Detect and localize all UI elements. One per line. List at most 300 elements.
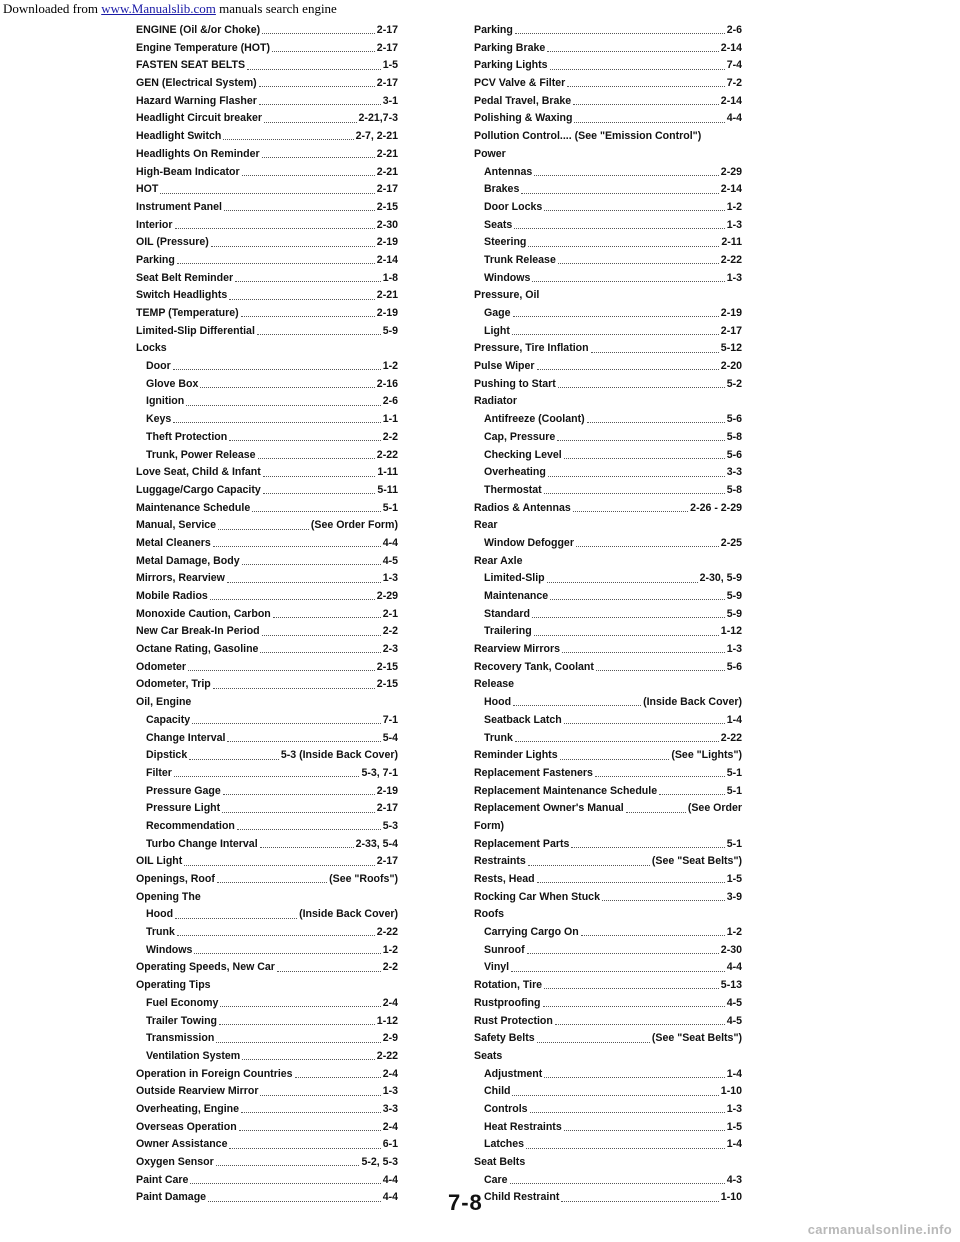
- index-entry: [474, 323, 742, 341]
- index-entry: [474, 393, 742, 411]
- manualslib-link[interactable]: www.Manualslib.com: [101, 1, 216, 16]
- dot-leader: [515, 741, 719, 742]
- dot-leader: [510, 1183, 725, 1184]
- dot-leader: [173, 369, 381, 370]
- index-column-left: [136, 22, 398, 1207]
- index-term: ENGINE (Oil &/or Choke): [136, 24, 261, 36]
- index-term: Rear Axle: [474, 554, 523, 567]
- dot-leader: [659, 794, 725, 795]
- index-entry: [474, 853, 742, 871]
- index-page-ref: 4-4: [382, 536, 398, 549]
- index-page-ref: 2-29: [376, 590, 398, 602]
- index-term: Oxygen Sensor: [136, 1156, 214, 1168]
- index-term: GEN (Electrical System): [136, 77, 257, 90]
- index-page-ref: 2-7, 2-21: [355, 130, 398, 143]
- index-page-ref: 4-3: [726, 1173, 742, 1186]
- index-term: Heat Restraints: [484, 1120, 562, 1133]
- index-entry: [136, 252, 398, 270]
- index-page-ref: 2-22: [376, 926, 398, 939]
- index-term: Standard: [484, 607, 530, 620]
- index-page-ref: 2-6: [726, 24, 742, 36]
- index-entry: [136, 712, 398, 730]
- index-entry: [136, 22, 398, 40]
- index-term: Engine Temperature (HOT): [136, 41, 271, 54]
- index-entry: [136, 1030, 398, 1048]
- index-term: Care: [484, 1173, 508, 1186]
- dot-leader: [564, 723, 725, 724]
- index-entry: [474, 234, 742, 252]
- index-entry: [474, 906, 742, 924]
- index-term: Theft Protection: [146, 430, 228, 443]
- index-page-ref: 1-3: [726, 271, 742, 284]
- index-page-ref: 1-4: [726, 1138, 742, 1151]
- index-term: Headlights On Reminder: [136, 147, 260, 160]
- dot-leader: [562, 652, 725, 653]
- index-term: Capacity: [146, 713, 191, 726]
- dot-leader: [223, 794, 375, 795]
- index-term: Parking Brake: [474, 41, 546, 54]
- index-entry: [474, 1136, 742, 1154]
- index-entry: [136, 57, 398, 75]
- index-term: Mobile Radios: [136, 590, 208, 602]
- index-entry: [136, 1048, 398, 1066]
- dot-leader: [213, 546, 381, 547]
- index-page-ref: 2-1: [382, 607, 398, 620]
- index-page-ref: 2-17: [376, 77, 398, 90]
- watermark: carmanualsonline.info: [807, 1222, 952, 1237]
- dot-leader: [602, 900, 725, 901]
- index-term: FASTEN SEAT BELTS: [136, 59, 246, 72]
- index-page-ref: 2-14: [376, 253, 398, 266]
- index-term: Replacement Fasteners: [474, 766, 593, 779]
- index-page-ref: 2-4: [382, 996, 398, 1009]
- index-term: Rustproofing: [474, 996, 541, 1009]
- index-term: Operating Tips: [136, 979, 211, 992]
- dot-leader: [257, 334, 381, 335]
- dot-leader: [213, 688, 375, 689]
- index-page-ref: 1-3: [726, 1102, 742, 1115]
- index-entry: [474, 1083, 742, 1101]
- dot-leader: [222, 812, 375, 813]
- index-entry: [474, 730, 742, 748]
- index-entry: [474, 146, 742, 164]
- dot-leader: [537, 1042, 650, 1043]
- index-page-ref: 2-16: [376, 377, 398, 390]
- index-term: Keys: [146, 413, 172, 426]
- index-term: Pulse Wiper: [474, 360, 535, 373]
- index-entry: [474, 482, 742, 500]
- dot-leader: [160, 193, 374, 194]
- index-page-ref: 2-20: [720, 360, 742, 373]
- index-term: Love Seat, Child & Infant: [136, 466, 261, 479]
- index-page-ref: 3-9: [726, 890, 742, 903]
- index-page-ref: 2-15: [376, 660, 398, 673]
- dot-leader: [241, 1112, 381, 1113]
- index-entry: [136, 517, 398, 535]
- dot-leader: [186, 405, 380, 406]
- index-entry: [136, 694, 398, 712]
- index-entry: [136, 977, 398, 995]
- index-entry: [136, 93, 398, 111]
- index-page-ref: (See "Seat Belts"): [651, 1032, 742, 1045]
- index-entry: [474, 641, 742, 659]
- index-entry: [136, 1013, 398, 1031]
- index-entry: [474, 447, 742, 465]
- index-page-ref: 4-5: [726, 1014, 742, 1027]
- dot-leader: [219, 1024, 375, 1025]
- index-page-ref: 1-5: [726, 873, 742, 885]
- index-page-ref: 1-10: [720, 1191, 742, 1204]
- index-page-ref: 2-17: [376, 802, 398, 815]
- index-page-ref: 5-13: [720, 979, 742, 992]
- dot-leader: [512, 334, 719, 335]
- dot-leader: [558, 263, 719, 264]
- index-page-ref: 3-1: [382, 94, 398, 107]
- dot-leader: [526, 1148, 725, 1149]
- dot-leader: [229, 1148, 380, 1149]
- index-term: Windows: [484, 271, 531, 284]
- dot-leader: [173, 422, 380, 423]
- index-entry: [474, 588, 742, 606]
- index-entry: [474, 535, 742, 553]
- index-page-ref: 2-19: [376, 784, 398, 797]
- index-page-ref: 7-1: [382, 713, 398, 726]
- dot-leader: [543, 1006, 725, 1007]
- index-entry: [136, 110, 398, 128]
- dot-leader: [190, 1183, 380, 1184]
- index-term: Trunk: [484, 731, 513, 744]
- index-term: Rear: [474, 519, 498, 532]
- index-term: Rests, Head: [474, 873, 535, 885]
- index-entry: [136, 676, 398, 694]
- index-entry: [474, 1154, 742, 1172]
- index-entry: [136, 217, 398, 235]
- index-page-ref: 2-22: [376, 1049, 398, 1062]
- index-page-ref: (See "Roofs"): [329, 873, 398, 885]
- index-page-ref: 2-17: [720, 324, 742, 337]
- index-term: Carrying Cargo On: [484, 926, 579, 939]
- index-term: PCV Valve & Filter: [474, 77, 566, 90]
- index-term: Mirrors, Rearview: [136, 572, 225, 585]
- index-page-ref: 5-2, 5-3: [361, 1156, 398, 1168]
- dot-leader: [262, 635, 381, 636]
- index-entry: [136, 871, 398, 889]
- index-page-ref: 2-19: [376, 236, 398, 249]
- index-page-ref: 2-15: [376, 678, 398, 691]
- index-entry: [474, 995, 742, 1013]
- dot-leader: [534, 635, 719, 636]
- index-term: Pressure, Oil: [474, 289, 540, 302]
- dot-leader: [521, 193, 718, 194]
- index-term: Odometer: [136, 660, 187, 673]
- index-entry: [474, 217, 742, 235]
- index-term: TEMP (Temperature): [136, 307, 239, 319]
- index-page-ref: 1-1: [382, 413, 398, 426]
- index-term: Power: [474, 147, 506, 160]
- index-entry: [474, 871, 742, 889]
- index-term: Roofs: [474, 908, 505, 921]
- index-entry: [474, 287, 742, 305]
- index-entry: [136, 1136, 398, 1154]
- index-entry: [136, 995, 398, 1013]
- index-entry: [474, 93, 742, 111]
- index-page-ref: 6-1: [382, 1138, 398, 1151]
- index-entry: [136, 606, 398, 624]
- index-term: Thermostat: [484, 483, 542, 496]
- dot-leader: [576, 546, 719, 547]
- index-page-ref: 2-17: [376, 41, 398, 54]
- dot-leader: [229, 440, 380, 441]
- index-term: Rocking Car When Stuck: [474, 890, 600, 903]
- dot-leader: [514, 228, 724, 229]
- index-term: OIL (Pressure): [136, 236, 209, 249]
- index-entry: [474, 1189, 742, 1207]
- index-term: Parking: [136, 253, 175, 266]
- index-term: New Car Break-In Period: [136, 625, 260, 638]
- index-entry: [136, 765, 398, 783]
- index-page-ref: 2-9: [382, 1032, 398, 1045]
- index-term: Oil, Engine: [136, 696, 192, 709]
- dot-leader: [513, 316, 719, 317]
- dot-leader: [537, 369, 719, 370]
- index-term: Window Defogger: [484, 536, 574, 549]
- index-entry: [136, 1066, 398, 1084]
- dot-leader: [200, 387, 374, 388]
- index-entry: [474, 500, 742, 518]
- index-page-ref: 2-17: [376, 183, 398, 196]
- index-entry: [136, 906, 398, 924]
- index-entry: [136, 1154, 398, 1172]
- dot-leader: [591, 352, 719, 353]
- index-entry: [136, 500, 398, 518]
- dot-leader: [260, 847, 354, 848]
- dot-leader: [188, 670, 375, 671]
- index-entry: [474, 429, 742, 447]
- index-column-right: [474, 22, 742, 1207]
- index-term: Hood: [484, 696, 512, 709]
- index-term: Gage: [484, 307, 511, 319]
- dot-leader: [295, 1077, 381, 1078]
- dot-leader: [237, 829, 381, 830]
- dot-leader: [189, 759, 279, 760]
- index-term: Pressure Gage: [146, 784, 221, 797]
- index-page-ref: 1-5: [726, 1120, 742, 1133]
- index-entry: [136, 305, 398, 323]
- index-page-ref: 2-21: [376, 165, 398, 178]
- index-entry: [474, 1013, 742, 1031]
- dot-leader: [596, 670, 725, 671]
- page-number: 7-8: [448, 1190, 483, 1215]
- index-term: Turbo Change Interval: [146, 837, 258, 850]
- index-entry: [136, 588, 398, 606]
- dot-leader: [555, 1024, 725, 1025]
- index-entry: [474, 765, 742, 783]
- index-term: Safety Belts: [474, 1032, 535, 1045]
- index-entry: [136, 270, 398, 288]
- index-term: Paint Damage: [136, 1191, 207, 1204]
- index-term: Operating Speeds, New Car: [136, 961, 275, 974]
- index-term: Manual, Service: [136, 519, 217, 532]
- index-entry: [474, 411, 742, 429]
- index-entry: [474, 22, 742, 40]
- dot-leader: [177, 935, 375, 936]
- index-page-ref: 2-30, 5-9: [699, 572, 742, 585]
- dot-leader: [217, 882, 327, 883]
- index-term: Door: [146, 360, 171, 373]
- dot-leader: [530, 1112, 725, 1113]
- index-entry: [136, 340, 398, 358]
- dot-leader: [175, 228, 375, 229]
- index-entry: [474, 1066, 742, 1084]
- index-term: Child Restraint: [484, 1191, 560, 1204]
- index-term: Recommendation: [146, 819, 235, 832]
- index-page-ref: 1-2: [726, 926, 742, 939]
- index-entry: [136, 553, 398, 571]
- index-entry: [136, 889, 398, 907]
- index-term: Rearview Mirrors: [474, 643, 560, 656]
- dot-leader: [544, 210, 724, 211]
- index-entry: [136, 464, 398, 482]
- index-page-ref: 5-9: [726, 590, 742, 602]
- index-term: Transmission: [146, 1032, 215, 1045]
- dot-leader: [548, 476, 725, 477]
- index-page-ref: 3-3: [726, 466, 742, 479]
- index-page-ref: 5-6: [726, 660, 742, 673]
- index-term: Vinyl: [484, 961, 510, 974]
- index-page-ref: 5-1: [726, 784, 742, 797]
- index-term: Form): [474, 819, 505, 832]
- dot-leader: [547, 582, 698, 583]
- dot-leader: [259, 104, 381, 105]
- index-entry: [136, 570, 398, 588]
- index-page-ref: 7-4: [726, 59, 742, 72]
- index-page-ref: (Inside Back Cover): [299, 908, 398, 921]
- index-entry: [474, 977, 742, 995]
- dot-leader: [567, 86, 724, 87]
- dot-leader: [184, 865, 375, 866]
- dot-leader: [573, 511, 688, 512]
- index-page-ref: 1-4: [726, 1067, 742, 1080]
- dot-leader: [574, 122, 724, 123]
- index-term: Seat Belt Reminder: [136, 271, 234, 284]
- index-entry: [136, 1083, 398, 1101]
- index-entry: [474, 110, 742, 128]
- index-term: Odometer, Trip: [136, 678, 211, 691]
- index-term: Fuel Economy: [146, 996, 219, 1009]
- index-term: Overheating, Engine: [136, 1102, 240, 1115]
- index-page-ref: 4-4: [382, 1191, 398, 1204]
- index-entry: [474, 75, 742, 93]
- index-term: Openings, Roof: [136, 873, 215, 885]
- index-page-ref: 2-15: [376, 200, 398, 213]
- index-page-ref: 2-29: [720, 165, 742, 178]
- index-page-ref: 5-6: [726, 413, 742, 426]
- index-entry: [474, 181, 742, 199]
- index-entry: [474, 1030, 742, 1048]
- index-page-ref: 5-11: [377, 483, 398, 496]
- index-term: Child: [484, 1085, 511, 1098]
- index-term: Headlight Circuit breaker: [136, 112, 262, 125]
- dot-leader: [527, 953, 719, 954]
- index-term: Metal Damage, Body: [136, 554, 240, 567]
- index-entry: [474, 1172, 742, 1190]
- dot-leader: [564, 458, 725, 459]
- index-term: Pollution Control.... (See "Emission Control"): [474, 130, 702, 143]
- index-entry: [474, 659, 742, 677]
- index-page-ref: 2-30: [376, 218, 398, 231]
- index-entry: [136, 623, 398, 641]
- index-entry: [136, 75, 398, 93]
- index-page-ref: 1-2: [382, 360, 398, 373]
- index-entry: [136, 535, 398, 553]
- dot-leader: [263, 476, 376, 477]
- index-term: Pressure Light: [146, 802, 221, 815]
- dot-leader: [547, 51, 719, 52]
- dot-leader: [550, 69, 725, 70]
- dot-leader: [264, 122, 357, 123]
- dot-leader: [227, 741, 380, 742]
- index-entry: [474, 464, 742, 482]
- dot-leader: [581, 935, 725, 936]
- index-entry: [136, 641, 398, 659]
- index-page-ref: 2-22: [720, 253, 742, 266]
- dot-leader: [537, 882, 725, 883]
- index-entry: [136, 323, 398, 341]
- index-page-ref: 1-2: [726, 200, 742, 213]
- index-page-ref: (Inside Back Cover): [643, 696, 742, 709]
- index-entry: [136, 800, 398, 818]
- index-term: Rotation, Tire: [474, 979, 543, 992]
- index-entry: [136, 287, 398, 305]
- index-term: Controls: [484, 1102, 528, 1115]
- dot-leader: [218, 529, 309, 530]
- index-term: Limited-Slip: [484, 572, 545, 585]
- index-page-ref: 2-17: [376, 855, 398, 868]
- index-term: Brakes: [484, 183, 520, 196]
- index-term: Ignition: [146, 395, 185, 408]
- dot-leader: [528, 246, 719, 247]
- dot-leader: [239, 1130, 381, 1131]
- index-page-ref: 2-26 - 2-29: [690, 501, 742, 514]
- index-page-ref: 2-3: [382, 643, 398, 656]
- index-page-ref: 3-3: [382, 1102, 398, 1115]
- index-entry: [136, 942, 398, 960]
- index-term: Seats: [474, 1049, 503, 1062]
- index-page-ref: 2-14: [720, 183, 742, 196]
- index-entry: [136, 40, 398, 58]
- dot-leader: [194, 953, 380, 954]
- index-entry: [474, 305, 742, 323]
- index-term: Glove Box: [146, 377, 199, 390]
- index-entry: [136, 659, 398, 677]
- index-entry: [474, 553, 742, 571]
- index-term: Paint Care: [136, 1173, 189, 1186]
- index-term: Seatback Latch: [484, 713, 562, 726]
- index-page-ref: 4-4: [726, 112, 742, 125]
- index-entry: [136, 853, 398, 871]
- dot-leader: [515, 33, 725, 34]
- index-page-ref: 2-22: [376, 448, 398, 461]
- index-term: Overseas Operation: [136, 1120, 237, 1133]
- index-entry: [136, 164, 398, 182]
- index-term: Locks: [136, 342, 167, 355]
- index-entry: [474, 128, 742, 146]
- index-entry: [474, 252, 742, 270]
- dot-leader: [532, 617, 725, 618]
- index-entry: [474, 517, 742, 535]
- index-entry: [136, 818, 398, 836]
- index-term: Change Interval: [146, 731, 226, 744]
